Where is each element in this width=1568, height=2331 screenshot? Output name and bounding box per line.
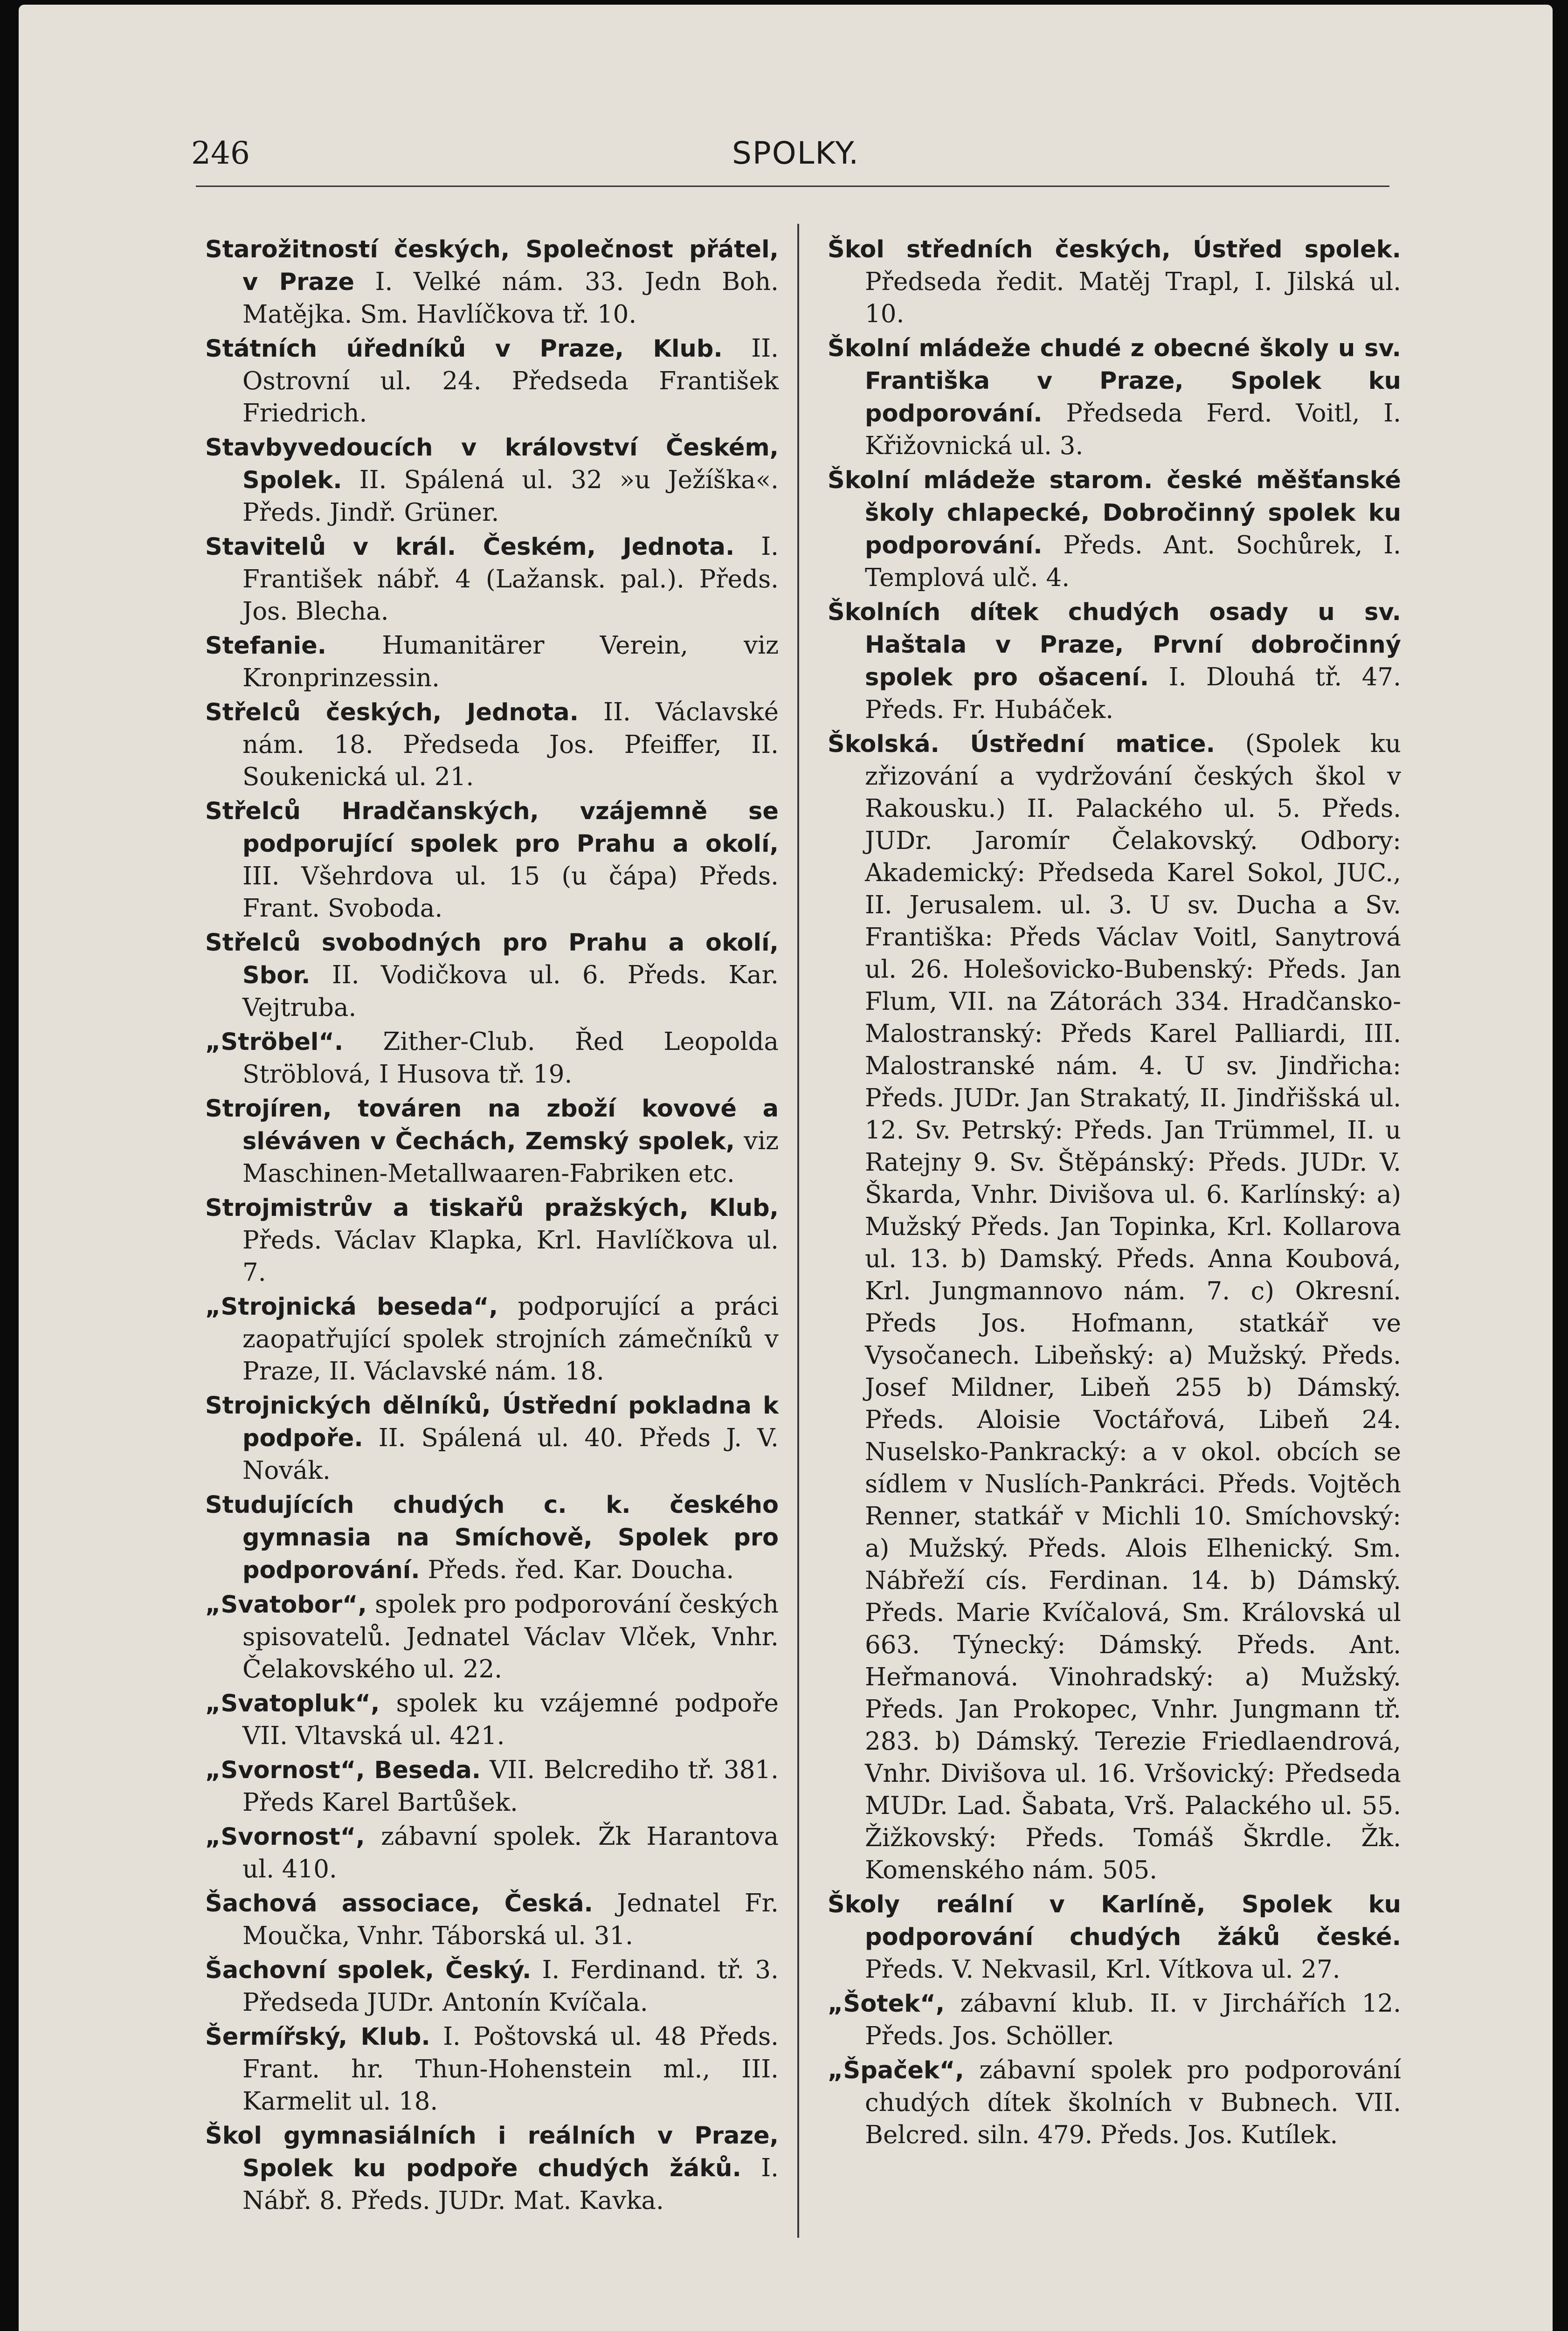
list-item: Studujících chudých c. k. českého gymnasia na Smíchově, Spolek pro podporování. Předs. řed. Kar. Doucha. [205, 1491, 779, 1584]
list-item: Stavbyvedoucích v království Českém, Spolek. II. Spálená ul. 32 »u Ježíška«. Předs. Jindř. Grüner. [205, 434, 779, 527]
list-item: Střelců českých, Jednota. II. Václavské nám. 18. Předseda Jos. Pfeiffer, II. Soukenická ul. 21. [205, 698, 779, 791]
list-item: Starožitností českých, Společnost přátel, v Praze I. Velké nám. 33. Jedn Boh. Matějka. Sm. Havlíčkova tř. 10. [205, 236, 779, 329]
page-number: 246 [191, 135, 250, 171]
right-column [828, 233, 1401, 2153]
list-item: Strojíren, továren na zboží kovové a sléváven v Čechách, Zemský spolek, viz Maschinen-Metallwaaren-Fabriken etc. [205, 1095, 779, 1188]
list-item: „Svatobor“, spolek pro podporování českých spisovatelů. Jednatel Václav Vlček, Vnhr. Čelakovského ul. 22. [205, 1590, 779, 1683]
list-item: Šermířský, Klub. I. Poštovská ul. 48 Předs. Frant. hr. Thun-Hohenstein ml., III. Karmelit ul. 18. [205, 2022, 779, 2116]
list-item: „Šotek“, zábavní klub. II. v Jirchářích 12. Předs. Jos. Schöller. [828, 1989, 1401, 2050]
list-item: Stavitelů v král. Českém, Jednota. I. František nábř. 4 (Lažansk. pal.). Předs. Jos. Blecha. [205, 532, 779, 626]
list-item: Stefanie. Humanitärer Verein, viz Kronprinzessin. [205, 631, 779, 692]
list-item: „Ströbel“. Zither-Club. Řed Leopolda Ströblová, I Husova tř. 19. [205, 1028, 779, 1089]
list-item: Šachová associace, Česká. Jednatel Fr. Moučka, Vnhr. Táborská ul. 31. [205, 1889, 779, 1950]
list-item: Školních dítek chudých osady u sv. Haštala v Praze, První dobročinný spolek pro ošacení. I. Dlouhá tř. 47. Předs. Fr. Hubáček. [828, 599, 1402, 724]
list-item: Strojmistrův a tiskařů pražských, Klub, Předs. Václav Klapka, Krl. Havlíčkova ul. 7. [205, 1194, 779, 1287]
page-header [173, 135, 1399, 186]
left-column [205, 233, 779, 2219]
list-item: Školy reální v Karlíně, Spolek ku podporování chudých žáků české. Předs. V. Nekvasil, Krl. Vítkova ul. 27. [828, 1891, 1401, 1984]
list-item: Školská. Ústřední matice. (Spolek ku zřizování a vydržování českých škol v Rakousku.) II. Palackého ul. 5. Předs. JUDr. Jaromír Čelakovský. Odbory: Akademický: Předseda Karel Sokol, JUC., II. Jerusalem. ul. 3. U sv. Ducha a Sv. Františka: Předs Václav Voitl, Sanytrová ul. 26. Holešovicko-Bubenský: Předs. Jan Flum, VII. na Zátorách 334. Hradčansko-Malostranský: Předs Karel Palliardi, III. Malostranské nám. 4. U sv. Jindřicha: Předs. JUDr. Jan Strakatý, II. Jindřišská ul. 12. Sv. Petrský: Předs. Jan Trümmel, II. u Ratejny 9. Sv. Štěpánský: Předs. JUDr. V. Škarda, Vnhr. Divišova ul. 6. Karlínský: a) Mužský Předs. Jan Topinka, Krl. Kollarova ul. 13. b) Damský. Předs. Anna Koubová, Krl. Jungmannovo nám. 7. c) Okresní. Předs Jos. Hofmann, statkář ve Vysočanech. Libeňský: a) Mužský. Předs. Josef Mildner, Libeň 255 b) Dámský. Předs. Aloisie Voctářová, Libeň 24. Nuselsko-Pankracký: a v okol. obcích se sídlem v Nuslích-Pankráci. Předs. Vojtěch Renner, statkář v Michli 10. Smíchovský: a) Mužský. Předs. Alois Elhenický. Sm. Nábřeží cís. Ferdinan. 14. b) Dámský. Předs. Marie Kvíčalová, Sm. Královská ul 663. Týnecký: Dámský. Předs. Ant. Heřmanová. Vinohradský: a) Mužský. Předs. Jan Prokopec, Vnhr. Jungmann tř. 283. b) Dámský. Terezie Friedlaendrová, Vnhr. Divišova ul. 16. Vršovický: Předseda MUDr. Lad. Šabata, Vrš. Palackého ul. 55. Žižkovský: Předs. Tomáš Škrdle. Žk. Komenského nám. 505. [828, 730, 1401, 1884]
book-page [19, 5, 1553, 2331]
list-item: Střelců svobodných pro Prahu a okolí, Sbor. II. Vodičkova ul. 6. Předs. Kar. Vejtruba. [205, 929, 779, 1022]
running-head: SPOLKY. [732, 135, 860, 171]
list-item: Státních úředníků v Praze, Klub. II. Ostrovní ul. 24. Předseda František Friedrich. [205, 334, 779, 428]
list-item: Šachovní spolek, Český. I. Ferdinand. tř. 3. Předseda JUDr. Antonín Kvíčala. [205, 1956, 779, 2017]
list-item: „Svornost“, Beseda. VII. Belcrediho tř. 381. Předs Karel Bartůšek. [205, 1756, 779, 1817]
list-item: „Svornost“, zábavní spolek. Žk Harantova ul. 410. [205, 1822, 779, 1883]
list-item: Strojnických dělníků, Ústřední pokladna k podpoře. II. Spálená ul. 40. Předs J. V. Novák. [205, 1392, 779, 1485]
list-item: „Svatopluk“, spolek ku vzájemné podpoře VII. Vltavská ul. 421. [205, 1689, 779, 1750]
column-divider [797, 224, 799, 2238]
header-rule [196, 186, 1389, 187]
list-item: Škol středních českých, Ústřed spolek. Předseda ředit. Matěj Trapl, I. Jilská ul. 10. [828, 236, 1401, 328]
list-item: Školní mládeže chudé z obecné školy u sv. Františka v Praze, Spolek ku podporování. Předseda Ferd. Voitl, I. Křižovnická ul. 3. [828, 335, 1401, 460]
list-item: „Špaček“, zábavní spolek pro podporování chudých dítek školních v Bubnech. VII. Belcred. siln. 479. Předs. Jos. Kutílek. [828, 2056, 1401, 2149]
list-item: Škol gymnasiálních i reálních v Praze, Spolek ku podpoře chudých žáků. I. Nábř. 8. Předs. JUDr. Mat. Kavka. [205, 2122, 779, 2215]
list-item: Střelců Hradčanských, vzájemně se podporující spolek pro Prahu a okolí, III. Všehrdova ul. 15 (u čápa) Předs. Frant. Svoboda. [205, 798, 779, 923]
list-item: „Strojnická beseda“, podporující a práci zaopatřující spolek strojních zámečníků v Praze, II. Václavské nám. 18. [205, 1292, 779, 1386]
list-item: Školní mládeže starom. české měšťanské školy chlapecké, Dobročinný spolek ku podporování. Předs. Ant. Sochůrek, I. Templová ulč. 4. [828, 467, 1401, 592]
